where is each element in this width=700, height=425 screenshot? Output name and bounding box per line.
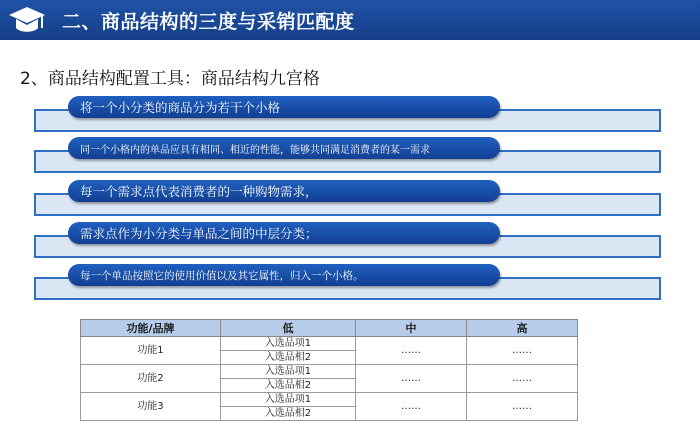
card-5: 每一个单品按照它的使用价值以及其它属性，归入一个小格。 [68,264,500,286]
header-bar [0,0,700,40]
table-cell: …… [467,365,578,393]
column-header-high: 高 [467,320,578,337]
table-cell: 入选品项1 [221,365,356,379]
table-header-row [81,320,578,337]
table-cell: 入选品相2 [221,379,356,393]
column-header-function-brand: 功能/品牌 [81,320,221,337]
card-1: 将一个小分类的商品分为若干个小格 [68,96,500,118]
row-label: 功能3 [81,393,221,421]
column-header-low: 低 [221,320,356,337]
card-3: 每一个需求点代表消费者的一种购物需求， [68,180,500,202]
row-label: 功能1 [81,337,221,365]
table-cell: 入选品项1 [221,337,356,351]
card-2: 同一个小格内的单品应具有相同、相近的性能，能够共同满足消费者的某一需求 [68,137,500,159]
table-cell: 入选品项1 [221,393,356,407]
table-cell: …… [356,393,467,421]
table-cell: …… [356,337,467,365]
row-label: 功能2 [81,365,221,393]
page-title: 二、商品结构的三度与采销匹配度 [62,11,355,33]
card-4: 需求点作为小分类与单品之间的中层分类； [68,222,500,244]
table-cell: …… [467,393,578,421]
table-cell: 入选品相2 [221,351,356,365]
table-row [81,337,578,351]
table-cell: …… [356,365,467,393]
nine-grid-table [80,319,578,421]
table-cell: …… [467,337,578,365]
table-row [81,393,578,407]
graduation-cap-icon [8,4,46,36]
section-subtitle: 2、商品结构配置工具：商品结构九宫格 [20,69,320,89]
table-cell: 入选品相2 [221,407,356,421]
table-row [81,365,578,379]
column-header-mid: 中 [356,320,467,337]
